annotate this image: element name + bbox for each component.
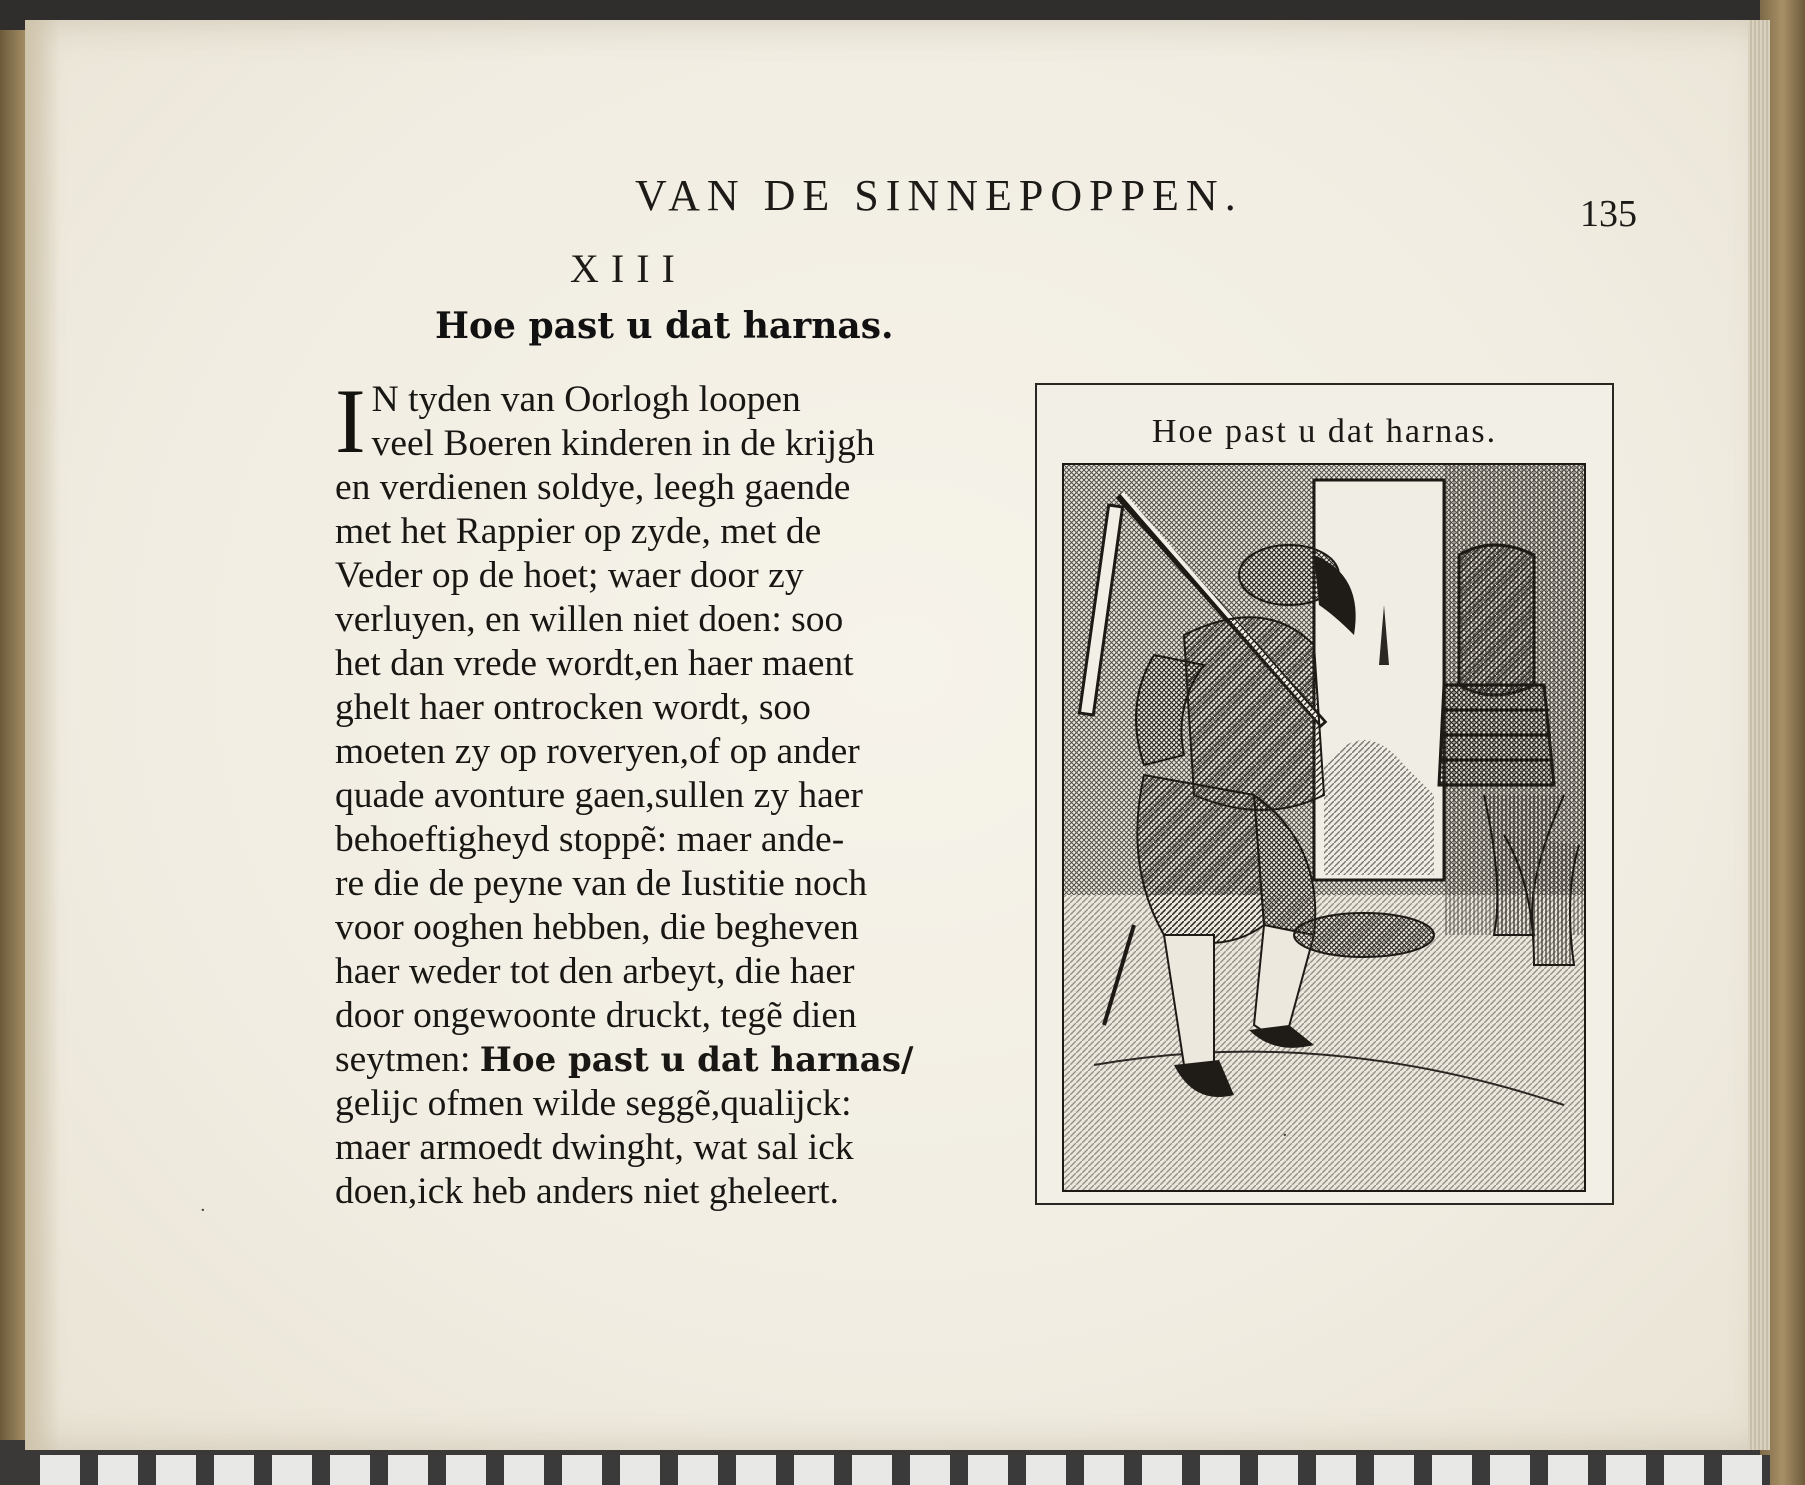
book-page — [25, 20, 1770, 1450]
body-line: en verdienen soldye, leegh gaende — [335, 467, 851, 508]
body-line: voor ooghen hebben, die begheven — [335, 907, 859, 948]
body-line: maer armoedt dwinght, wat sal ick — [335, 1127, 854, 1168]
body-line: ghelt haer ontrocken wordt, soo — [335, 687, 811, 728]
plate-caption: Hoe past u dat harnas. — [1151, 413, 1498, 450]
paper-speck: · — [200, 1200, 206, 1221]
engraving-illustration — [1062, 463, 1586, 1192]
body-line: quade avonture gaen,sullen zy haer — [335, 775, 863, 816]
saying-prefix: seytmen: — [335, 1039, 480, 1080]
body-line: N tyden van Oorlogh loopen — [371, 379, 801, 420]
body-line: Veder op de hoet; waer door zy — [335, 555, 804, 596]
page-number: 135 — [1580, 193, 1637, 235]
saying-bold: Hoe past u dat harnas/ — [479, 1040, 914, 1080]
scale-ruler — [40, 1455, 1770, 1485]
page-gutter — [25, 20, 60, 1450]
drop-cap: I — [335, 370, 366, 472]
body-line: behoeftigheyd stoppẽ: maer ande- — [335, 819, 845, 860]
body-line: moeten zy op roveryen,of op ander — [335, 731, 860, 772]
body-line: re die de peyne van de Iustitie noch — [335, 863, 868, 904]
chapter-number: XIII — [570, 246, 687, 291]
body-line: gelijc ofmen wilde seggẽ,qualijck: — [335, 1083, 852, 1124]
paper-speck: · — [1282, 1125, 1288, 1146]
engraving-svg — [1064, 465, 1584, 1190]
body-line: doen,ick heb anders niet gheleert. — [335, 1171, 839, 1212]
page-edge — [1748, 20, 1770, 1450]
chapter-title: Hoe past u dat harnas. — [435, 305, 894, 347]
body-line: met het Rappier op zyde, met de — [335, 511, 822, 552]
body-text — [335, 370, 945, 1214]
body-line: door ongewoonte druckt, tegẽ dien — [335, 995, 857, 1036]
body-line: veel Boeren kinderen in de krijgh — [371, 423, 875, 464]
engraving-plate — [1035, 383, 1614, 1205]
body-line: verluyen, en willen niet doen: soo — [335, 599, 844, 640]
body-line: het dan vrede wordt,en haer maent — [335, 643, 854, 684]
running-head: VAN DE SINNEPOPPEN. — [635, 171, 1243, 220]
saying-line — [335, 1038, 945, 1082]
body-line: haer weder tot den arbeyt, die haer — [335, 951, 855, 992]
